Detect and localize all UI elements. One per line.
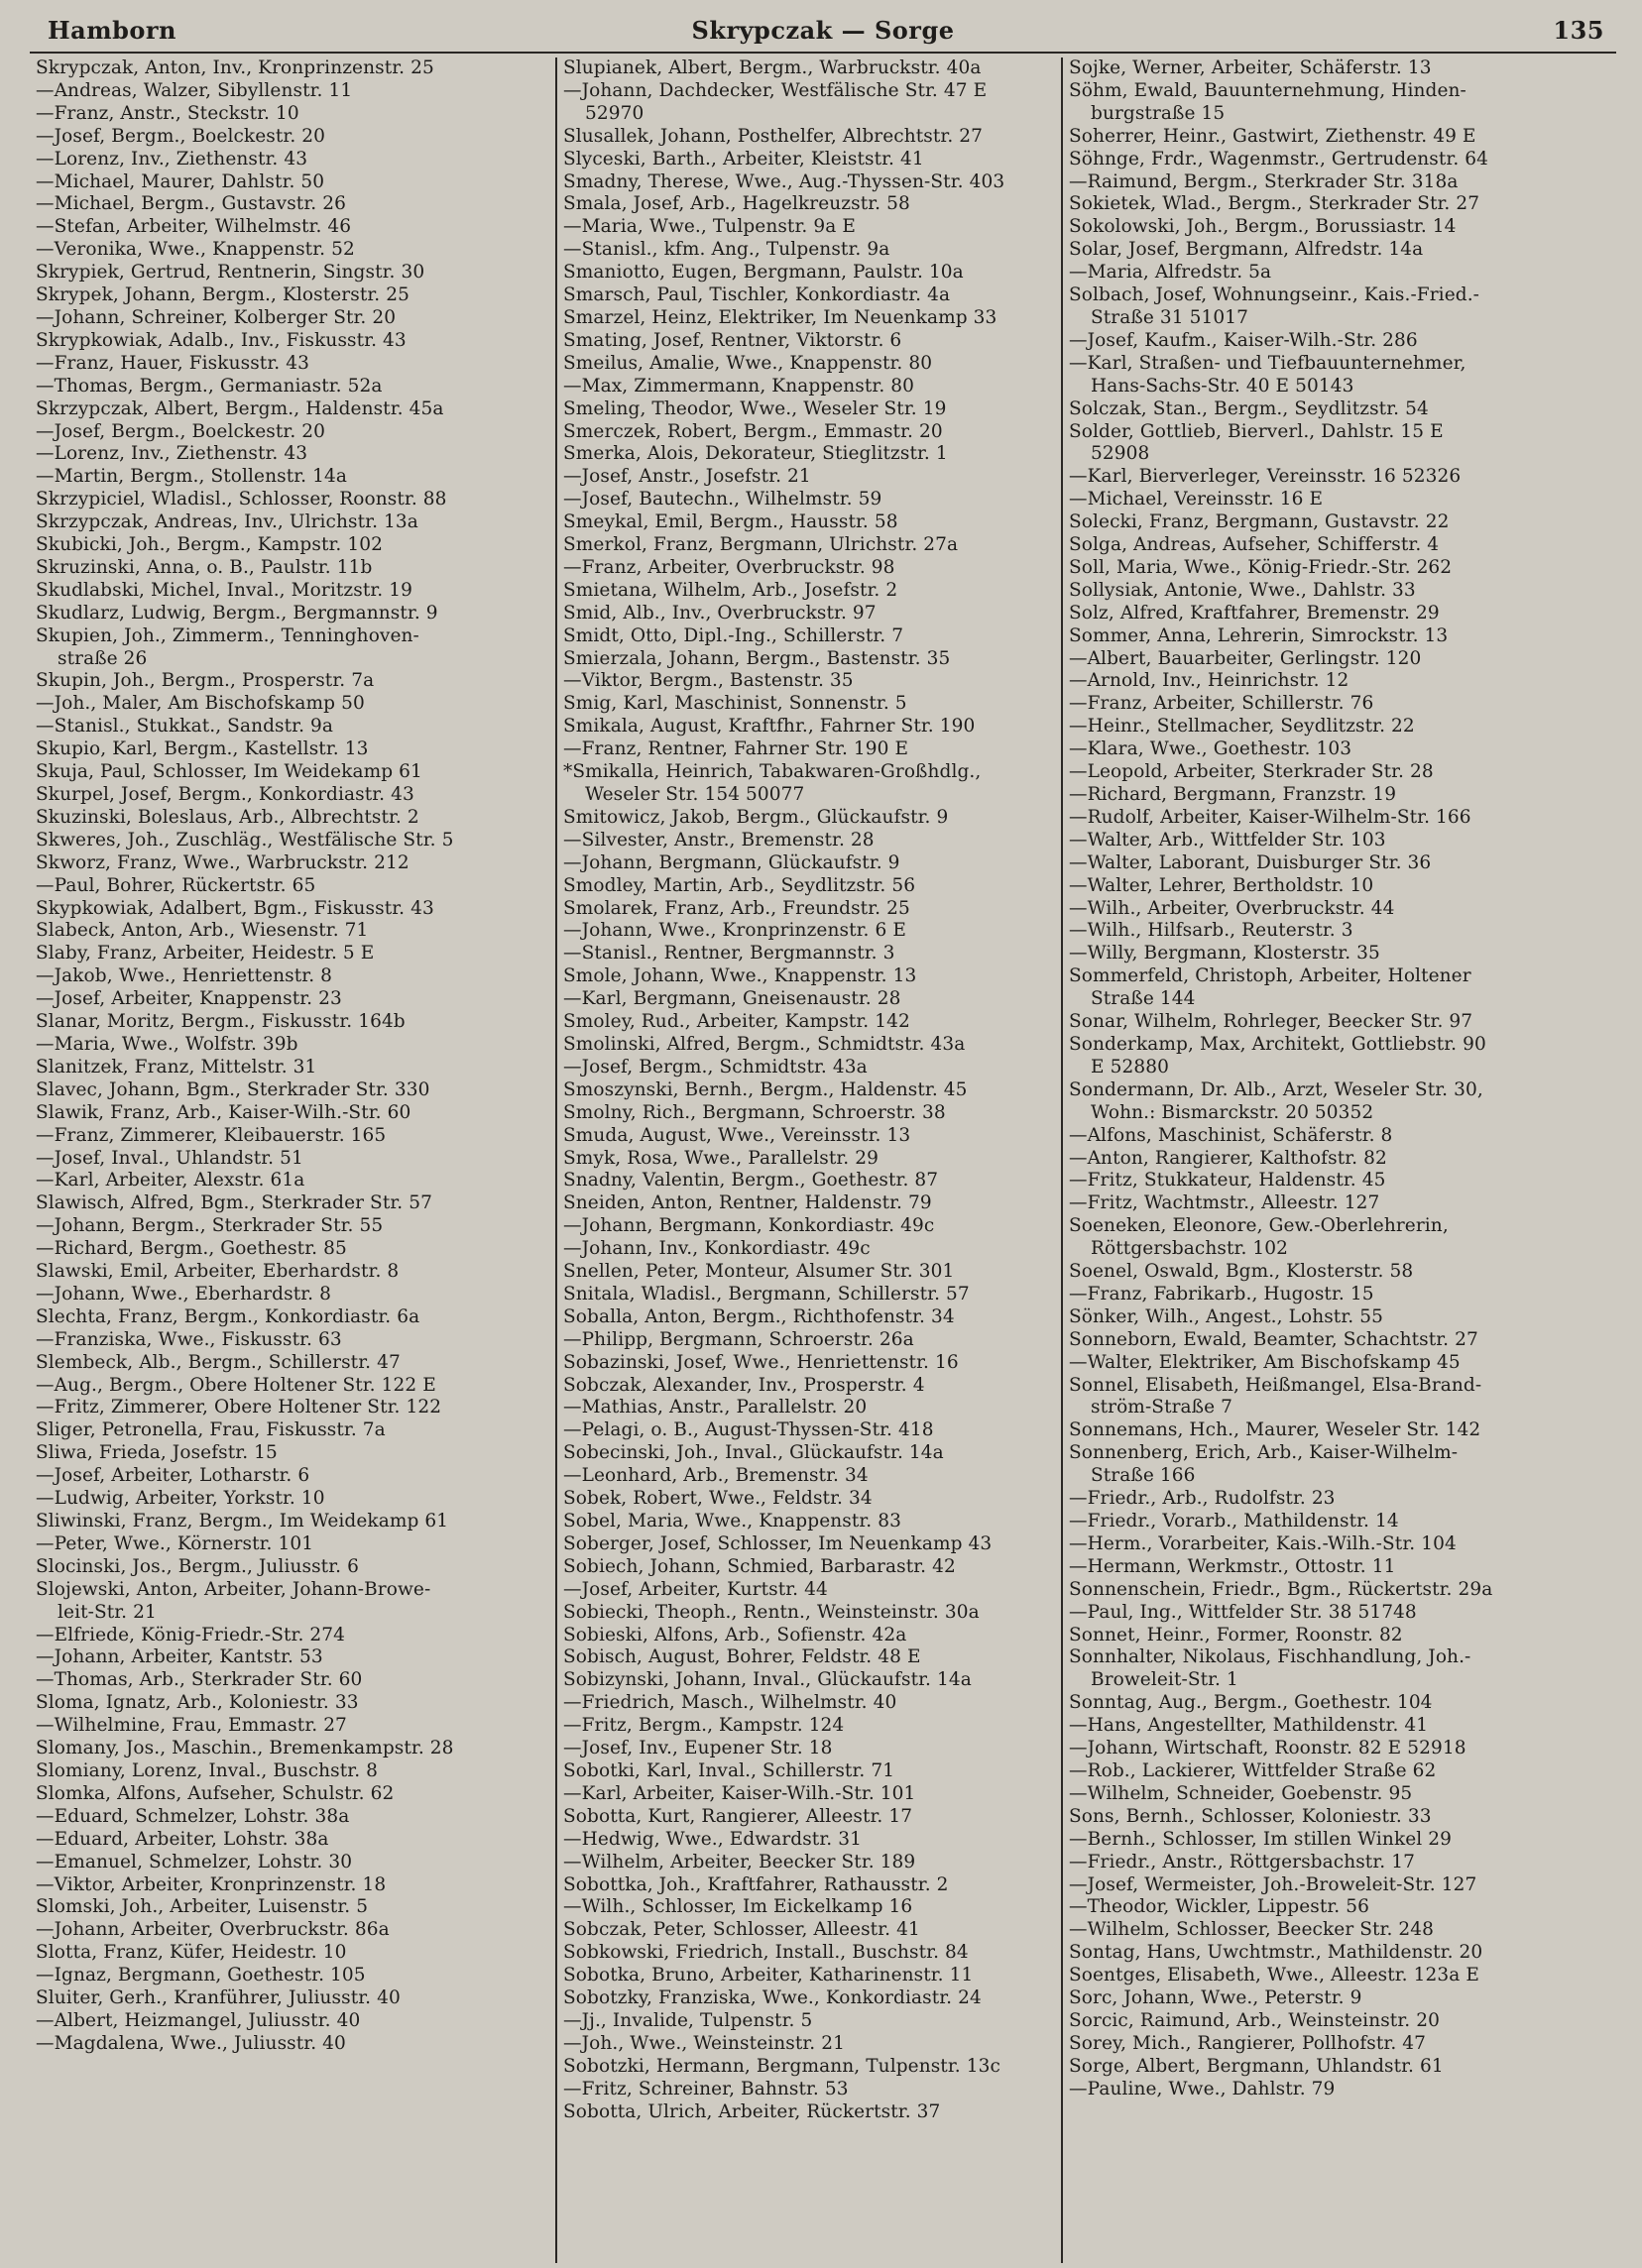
directory-entry: —Josef, Bautechn., Wilhelmstr. 59 bbox=[563, 489, 882, 510]
directory-entry: Skurpel, Josef, Bergm., Konkordiastr. 43 bbox=[36, 784, 414, 805]
directory-entry: —Johann, Wirtschaft, Roonstr. 82 E 52918 bbox=[1069, 1738, 1466, 1759]
directory-entry: —Karl, Straßen- und Tiefbauunternehmer, bbox=[1069, 352, 1466, 374]
directory-entry: Solecki, Franz, Bergmann, Gustavstr. 22 bbox=[1069, 511, 1450, 533]
directory-entry: —Wilhelm, Arbeiter, Beecker Str. 189 bbox=[563, 1851, 916, 1872]
directory-entry: Söhm, Ewald, Bauunternehmung, Hinden- bbox=[1069, 79, 1466, 101]
directory-entry: Smeling, Theodor, Wwe., Weseler Str. 19 bbox=[563, 397, 947, 419]
directory-entry: Smolinski, Alfred, Bergm., Schmidtstr. 43a bbox=[563, 1033, 966, 1055]
directory-entry: —Franz, Fabrikarb., Hugostr. 15 bbox=[1069, 1283, 1374, 1304]
directory-entry: Sontag, Hans, Uwchtmstr., Mathildenstr. 20 bbox=[1069, 1942, 1483, 1964]
directory-entry: —Josef, Bergm., Boelckestr. 20 bbox=[36, 420, 326, 442]
directory-entry: —Joh., Maler, Am Bischofskamp 50 bbox=[36, 693, 365, 715]
directory-entry: Sonnenschein, Friedr., Bgm., Rückertstr. 29a bbox=[1069, 1578, 1493, 1600]
directory-entry: —Josef, Bergm., Boelckestr. 20 bbox=[36, 125, 326, 147]
directory-entry: Skweres, Joh., Zuschläg., Westfälische Str. 5 bbox=[36, 829, 454, 850]
directory-entry: —Josef, Wermeister, Joh.-Broweleit-Str. 127 bbox=[1069, 1873, 1477, 1895]
directory-entry: Sluiter, Gerh., Kranführer, Juliusstr. 40 bbox=[36, 1987, 401, 2009]
directory-entry: Straße 166 bbox=[1091, 1465, 1196, 1487]
directory-entry: Sommerfeld, Christoph, Arbeiter, Holtener bbox=[1069, 965, 1471, 987]
directory-entry: Sneiden, Anton, Rentner, Haldenstr. 79 bbox=[563, 1192, 932, 1214]
directory-entry: Smierzala, Johann, Bergm., Bastenstr. 35 bbox=[563, 647, 951, 669]
directory-entry: Sojke, Werner, Arbeiter, Schäferstr. 13 bbox=[1069, 57, 1432, 78]
directory-entry: Slomiany, Lorenz, Inval., Buschstr. 8 bbox=[36, 1759, 379, 1781]
directory-entry: —Franziska, Wwe., Fiskusstr. 63 bbox=[36, 1328, 342, 1350]
directory-entry: —Rob., Lackierer, Wittfelder Straße 62 bbox=[1069, 1759, 1437, 1781]
directory-entry: —Fritz, Bergm., Kampstr. 124 bbox=[563, 1715, 845, 1737]
directory-entry: Sliwa, Frieda, Josefstr. 15 bbox=[36, 1442, 278, 1464]
directory-entry: Smerka, Alois, Dekorateur, Stieglitzstr. 1 bbox=[563, 443, 948, 465]
directory-entry: Sobotzki, Hermann, Bergmann, Tulpenstr. 13c bbox=[563, 2055, 1000, 2077]
directory-entry: Soeneken, Eleonore, Gew.-Oberlehrerin, bbox=[1069, 1215, 1449, 1237]
directory-entry: —Thomas, Arb., Sterkrader Str. 60 bbox=[36, 1669, 363, 1691]
directory-entry: Sobotka, Bruno, Arbeiter, Katharinenstr. 11 bbox=[563, 1965, 974, 1986]
directory-entry: Smarsch, Paul, Tischler, Konkordiastr. 4a bbox=[563, 284, 951, 306]
directory-entry: Sobkowski, Friedrich, Install., Buschstr. 84 bbox=[563, 1942, 969, 1964]
directory-entry: —Leonhard, Arb., Bremenstr. 34 bbox=[563, 1465, 869, 1487]
directory-entry: Smig, Karl, Maschinist, Sonnenstr. 5 bbox=[563, 693, 907, 715]
directory-entry: —Michael, Bergm., Gustavstr. 26 bbox=[36, 193, 346, 215]
directory-entry: —Hermann, Werkmstr., Ottostr. 11 bbox=[1069, 1555, 1396, 1577]
directory-entry: Sobotzky, Franziska, Wwe., Konkordiastr. 24 bbox=[563, 1987, 982, 2009]
directory-entry: Straße 144 bbox=[1091, 988, 1196, 1010]
directory-entry: Skrypkowiak, Adalb., Inv., Fiskusstr. 43 bbox=[36, 329, 407, 351]
directory-entry: —Eduard, Arbeiter, Lohstr. 38a bbox=[36, 1828, 329, 1850]
directory-entry: 52908 bbox=[1091, 443, 1150, 465]
directory-entry: Sobieski, Alfons, Arb., Sofienstr. 42a bbox=[563, 1624, 907, 1645]
directory-entry: —Johann, Wwe., Eberhardstr. 8 bbox=[36, 1283, 331, 1304]
directory-entry: Slawski, Emil, Arbeiter, Eberhardstr. 8 bbox=[36, 1261, 400, 1283]
directory-entry: —Johann, Bergmann, Glückaufstr. 9 bbox=[563, 851, 900, 873]
directory-entry: —Franz, Anstr., Steckstr. 10 bbox=[36, 102, 299, 124]
directory-entry: Slembeck, Alb., Bergm., Schillerstr. 47 bbox=[36, 1351, 401, 1373]
directory-entry: Skupin, Joh., Bergm., Prosperstr. 7a bbox=[36, 670, 375, 692]
directory-entry: —Emanuel, Schmelzer, Lohstr. 30 bbox=[36, 1851, 353, 1872]
directory-entry: —Friedr., Anstr., Röttgersbachstr. 17 bbox=[1069, 1851, 1415, 1872]
directory-entry: —Johann, Bergm., Sterkrader Str. 55 bbox=[36, 1215, 384, 1237]
directory-entry: —Raimund, Bergm., Sterkrader Str. 318a bbox=[1069, 170, 1459, 192]
directory-entry: —Josef, Inval., Uhlandstr. 51 bbox=[36, 1147, 303, 1169]
directory-entry: —Stanisl., Rentner, Bergmannstr. 3 bbox=[563, 943, 895, 964]
directory-entry: Snellen, Peter, Monteur, Alsumer Str. 301 bbox=[563, 1261, 955, 1283]
directory-entry: —Josef, Kaufm., Kaiser-Wilh.-Str. 286 bbox=[1069, 329, 1418, 351]
directory-entry: Slawik, Franz, Arb., Kaiser-Wilh.-Str. 60 bbox=[36, 1101, 411, 1123]
directory-entry: —Eduard, Schmelzer, Lohstr. 38a bbox=[36, 1805, 350, 1827]
directory-entry: Smyk, Rosa, Wwe., Parallelstr. 29 bbox=[563, 1147, 879, 1169]
directory-entry: Slechta, Franz, Bergm., Konkordiastr. 6a bbox=[36, 1305, 420, 1327]
directory-entry: Smolny, Rich., Bergmann, Schroerstr. 38 bbox=[563, 1101, 946, 1123]
directory-entry: Weseler Str. 154 50077 bbox=[585, 784, 805, 805]
directory-entry: —Johann, Arbeiter, Kantstr. 53 bbox=[36, 1646, 323, 1668]
directory-entry: Sobizynski, Johann, Inval., Glückaufstr. 14a bbox=[563, 1669, 972, 1691]
directory-entry: Sommer, Anna, Lehrerin, Simrockstr. 13 bbox=[1069, 624, 1449, 646]
directory-entry: Sonderkamp, Max, Architekt, Gottliebstr. 90 bbox=[1069, 1033, 1486, 1055]
directory-entry: Smala, Josef, Arb., Hagelkreuzstr. 58 bbox=[563, 193, 910, 215]
directory-entry: Slomski, Joh., Arbeiter, Luisenstr. 5 bbox=[36, 1896, 369, 1918]
header-district: Hamborn bbox=[48, 16, 177, 45]
directory-entry: Sobiecki, Theoph., Rentn., Weinsteinstr. 30a bbox=[563, 1601, 980, 1623]
directory-entry: —Karl, Bierverleger, Vereinsstr. 16 52326 bbox=[1069, 466, 1462, 488]
page-header bbox=[30, 6, 1616, 54]
directory-entry: Sobotta, Ulrich, Arbeiter, Rückertstr. 37 bbox=[563, 2100, 941, 2122]
directory-entry: Smitowicz, Jakob, Bergm., Glückaufstr. 9 bbox=[563, 806, 949, 828]
directory-entry: Skuzinski, Boleslaus, Arb., Albrechtstr. 2 bbox=[36, 806, 419, 828]
directory-entry: —Walter, Elektriker, Am Bischofskamp 45 bbox=[1069, 1351, 1461, 1373]
directory-entry: —Paul, Ing., Wittfelder Str. 38 51748 bbox=[1069, 1601, 1417, 1623]
directory-entry: —Franz, Arbeiter, Schillerstr. 76 bbox=[1069, 693, 1374, 715]
directory-entry: Sliger, Petronella, Frau, Fiskusstr. 7a bbox=[36, 1419, 386, 1441]
directory-entry: Slanar, Moritz, Bergm., Fiskusstr. 164b bbox=[36, 1011, 406, 1033]
directory-entry: —Anton, Rangierer, Kalthofstr. 82 bbox=[1069, 1147, 1387, 1169]
directory-entry: —Stanisl., Stukkat., Sandstr. 9a bbox=[36, 716, 334, 737]
directory-entry: —Walter, Arb., Wittfelder Str. 103 bbox=[1069, 829, 1386, 850]
directory-entry: Sobek, Robert, Wwe., Feldstr. 34 bbox=[563, 1488, 873, 1510]
directory-entry: Slavec, Johann, Bgm., Sterkrader Str. 330 bbox=[36, 1078, 430, 1100]
directory-entry: —Fritz, Wachtmstr., Alleestr. 127 bbox=[1069, 1192, 1380, 1214]
directory-entry: Sonnemans, Hch., Maurer, Weseler Str. 142 bbox=[1069, 1419, 1481, 1441]
column-3 bbox=[1061, 57, 1624, 2263]
directory-entry: Sobczak, Peter, Schlosser, Alleestr. 41 bbox=[563, 1919, 920, 1941]
directory-entry: —Karl, Arbeiter, Kaiser-Wilh.-Str. 101 bbox=[563, 1782, 916, 1804]
directory-entry: Solar, Josef, Bergmann, Alfredstr. 14a bbox=[1069, 239, 1424, 261]
directory-entry: —Josef, Inv., Eupener Str. 18 bbox=[563, 1738, 833, 1759]
directory-entry: —Viktor, Arbeiter, Kronprinzenstr. 18 bbox=[36, 1873, 387, 1895]
directory-entry: Skrzypczak, Andreas, Inv., Ulrichstr. 13a bbox=[36, 511, 418, 533]
directory-entry: Smodley, Martin, Arb., Seydlitzstr. 56 bbox=[563, 874, 916, 896]
directory-entry: —Wilh., Arbeiter, Overbruckstr. 44 bbox=[1069, 897, 1395, 919]
directory-entry: Smaniotto, Eugen, Bergmann, Paulstr. 10a bbox=[563, 262, 964, 284]
directory-entry: —Jj., Invalide, Tulpenstr. 5 bbox=[563, 2009, 813, 2031]
directory-entry: —Hedwig, Wwe., Edwardstr. 31 bbox=[563, 1828, 862, 1850]
directory-entry: Smolarek, Franz, Arb., Freundstr. 25 bbox=[563, 897, 910, 919]
directory-entry: Solz, Alfred, Kraftfahrer, Bremenstr. 29 bbox=[1069, 602, 1440, 624]
directory-entry: —Philipp, Bergmann, Schroerstr. 26a bbox=[563, 1328, 914, 1350]
directory-entry: Slotta, Franz, Küfer, Heidestr. 10 bbox=[36, 1942, 347, 1964]
directory-entry: Solczak, Stan., Bergm., Seydlitzstr. 54 bbox=[1069, 397, 1429, 419]
directory-entry: Smoszynski, Bernh., Bergm., Haldenstr. 45 bbox=[563, 1078, 968, 1100]
directory-entry: —Johann, Arbeiter, Overbruckstr. 86a bbox=[36, 1919, 390, 1941]
directory-entry: —Maria, Alfredstr. 5a bbox=[1069, 262, 1272, 284]
directory-entry: Slocinski, Jos., Bergm., Juliusstr. 6 bbox=[36, 1555, 359, 1577]
directory-entry: —Pelagi, o. B., August-Thyssen-Str. 418 bbox=[563, 1419, 934, 1441]
directory-entry: Snitala, Wladisl., Bergmann, Schillerstr. 57 bbox=[563, 1283, 970, 1304]
directory-entry: —Wilh., Schlosser, Im Eickelkamp 16 bbox=[563, 1896, 913, 1918]
directory-entry: Smerkol, Franz, Bergmann, Ulrichstr. 27a bbox=[563, 534, 959, 556]
directory-entry: Sonnhalter, Nikolaus, Fischhandlung, Joh.- bbox=[1069, 1646, 1471, 1668]
directory-entry: —Johann, Schreiner, Kolberger Str. 20 bbox=[36, 306, 397, 328]
directory-entry: Skrypiek, Gertrud, Rentnerin, Singstr. 30 bbox=[36, 262, 425, 284]
directory-entry: Skubicki, Joh., Bergm., Kampstr. 102 bbox=[36, 534, 383, 556]
directory-entry: Sobotta, Kurt, Rangierer, Alleestr. 17 bbox=[563, 1805, 913, 1827]
directory-entry: Smoley, Rud., Arbeiter, Kampstr. 142 bbox=[563, 1011, 910, 1033]
directory-entry: Sobecinski, Joh., Inval., Glückaufstr. 14a bbox=[563, 1442, 944, 1464]
directory-entry: —Hans, Angestellter, Mathildenstr. 41 bbox=[1069, 1715, 1429, 1737]
directory-entry: —Herm., Vorarbeiter, Kais.-Wilh.-Str. 104 bbox=[1069, 1532, 1457, 1554]
directory-entry: Sobotki, Karl, Inval., Schillerstr. 71 bbox=[563, 1759, 895, 1781]
directory-entry: —Silvester, Anstr., Bremenstr. 28 bbox=[563, 829, 875, 850]
directory-entry: —Josef, Anstr., Josefstr. 21 bbox=[563, 466, 811, 488]
directory-entry: —Mathias, Anstr., Parallelstr. 20 bbox=[563, 1397, 868, 1418]
directory-entry: Slabeck, Anton, Arb., Wiesenstr. 71 bbox=[36, 920, 369, 942]
directory-entry: Soballa, Anton, Bergm., Richthofenstr. 34 bbox=[563, 1305, 955, 1327]
directory-entry: Hans-Sachs-Str. 40 E 50143 bbox=[1091, 375, 1354, 397]
directory-entry: —Arnold, Inv., Heinrichstr. 12 bbox=[1069, 670, 1349, 692]
directory-entry: —Alfons, Maschinist, Schäferstr. 8 bbox=[1069, 1124, 1393, 1146]
directory-entry: —Walter, Laborant, Duisburger Str. 36 bbox=[1069, 851, 1432, 873]
directory-entry: Sorc, Johann, Wwe., Peterstr. 9 bbox=[1069, 1987, 1362, 2009]
directory-entry: —Andreas, Walzer, Sibyllenstr. 11 bbox=[36, 79, 353, 101]
directory-entry: —Magdalena, Wwe., Juliusstr. 40 bbox=[36, 2032, 346, 2054]
directory-entry: Smadny, Therese, Wwe., Aug.-Thyssen-Str. 403 bbox=[563, 170, 1005, 192]
directory-entry: Sobiech, Johann, Schmied, Barbarastr. 42 bbox=[563, 1555, 956, 1577]
header-name-range: Skrypczak — Sorge bbox=[691, 16, 955, 45]
directory-entry: —Paul, Bohrer, Rückertstr. 65 bbox=[36, 874, 316, 896]
directory-entry: Skypkowiak, Adalbert, Bgm., Fiskusstr. 43 bbox=[36, 897, 434, 919]
directory-entry: Slanitzek, Franz, Mittelstr. 31 bbox=[36, 1056, 317, 1077]
directory-entry: —Theodor, Wickler, Lippestr. 56 bbox=[1069, 1896, 1369, 1918]
directory-entry: Sobel, Maria, Wwe., Knappenstr. 83 bbox=[563, 1511, 901, 1531]
directory-entry: —Maria, Wwe., Tulpenstr. 9a E bbox=[563, 216, 856, 238]
directory-entry: Röttgersbachstr. 102 bbox=[1091, 1238, 1289, 1260]
directory-entry: Sorey, Mich., Rangierer, Pollhofstr. 47 bbox=[1069, 2032, 1427, 2054]
directory-entry: Sonntag, Aug., Bergm., Goethestr. 104 bbox=[1069, 1692, 1433, 1714]
directory-entry: —Viktor, Bergm., Bastenstr. 35 bbox=[563, 670, 854, 692]
directory-entry: —Jakob, Wwe., Henriettenstr. 8 bbox=[36, 965, 333, 987]
directory-entry: Skrypczak, Anton, Inv., Kronprinzenstr. 25 bbox=[36, 57, 434, 78]
directory-entry: straße 26 bbox=[58, 647, 148, 669]
directory-entry: —Friedrich, Masch., Wilhelmstr. 40 bbox=[563, 1692, 897, 1714]
directory-entry: Smietana, Wilhelm, Arb., Josefstr. 2 bbox=[563, 579, 898, 601]
directory-entry: Sonnet, Heinr., Former, Roonstr. 82 bbox=[1069, 1624, 1403, 1645]
directory-entry: Skrzypczak, Albert, Bergm., Haldenstr. 45a bbox=[36, 397, 444, 419]
directory-entry: —Friedr., Vorarb., Mathildenstr. 14 bbox=[1069, 1511, 1399, 1531]
directory-entry: —Willy, Bergmann, Klosterstr. 35 bbox=[1069, 943, 1380, 964]
directory-entry: Smidt, Otto, Dipl.-Ing., Schillerstr. 7 bbox=[563, 624, 904, 646]
directory-entry: —Josef, Bergm., Schmidtstr. 43a bbox=[563, 1056, 868, 1077]
directory-entry: Sorcic, Raimund, Arb., Weinsteinstr. 20 bbox=[1069, 2009, 1440, 2031]
directory-entry: —Richard, Bergmann, Franzstr. 19 bbox=[1069, 784, 1397, 805]
directory-entry: Broweleit-Str. 1 bbox=[1091, 1669, 1238, 1691]
directory-entry: Straße 31 51017 bbox=[1091, 306, 1248, 328]
directory-entry: burgstraße 15 bbox=[1091, 102, 1226, 124]
directory-entry: —Wilhelm, Schneider, Goebenstr. 95 bbox=[1069, 1782, 1413, 1804]
directory-entry: Solder, Gottlieb, Bierverl., Dahlstr. 15 E bbox=[1069, 420, 1444, 442]
directory-entry: Skupien, Joh., Zimmerm., Tenninghoven- bbox=[36, 624, 419, 646]
directory-entry: Skuja, Paul, Schlosser, Im Weidekamp 61 bbox=[36, 761, 422, 783]
directory-entry: Skrypek, Johann, Bergm., Klosterstr. 25 bbox=[36, 284, 410, 306]
directory-entry: —Peter, Wwe., Körnerstr. 101 bbox=[36, 1532, 314, 1554]
directory-entry: Sorge, Albert, Bergmann, Uhlandstr. 61 bbox=[1069, 2055, 1444, 2077]
directory-entry: —Aug., Bergm., Obere Holtener Str. 122 E bbox=[36, 1374, 436, 1396]
directory-entry: Skudlarz, Ludwig, Bergm., Bergmannstr. 9 bbox=[36, 602, 438, 624]
directory-entry: Skudlabski, Michel, Inval., Moritzstr. 19 bbox=[36, 579, 412, 601]
directory-entry: Smikala, August, Kraftfhr., Fahrner Str. 190 bbox=[563, 716, 976, 737]
directory-entry: —Lorenz, Inv., Ziethenstr. 43 bbox=[36, 443, 308, 465]
directory-entry: Soherrer, Heinr., Gastwirt, Ziethenstr. 49 E bbox=[1069, 125, 1476, 147]
directory-entry: Wohn.: Bismarckstr. 20 50352 bbox=[1091, 1101, 1374, 1123]
directory-entry: Sobczak, Alexander, Inv., Prosperstr. 4 bbox=[563, 1374, 925, 1396]
directory-entry: —Michael, Maurer, Dahlstr. 50 bbox=[36, 170, 325, 192]
directory-entry: —Pauline, Wwe., Dahlstr. 79 bbox=[1069, 2078, 1336, 2099]
directory-entry: Slomka, Alfons, Aufseher, Schulstr. 62 bbox=[36, 1782, 395, 1804]
directory-entry: Sons, Bernh., Schlosser, Koloniestr. 33 bbox=[1069, 1805, 1432, 1827]
directory-entry: Sliwinski, Franz, Bergm., Im Weidekamp 61 bbox=[36, 1511, 449, 1531]
directory-entry: —Josef, Arbeiter, Kurtstr. 44 bbox=[563, 1578, 828, 1600]
directory-entry: —Lorenz, Inv., Ziethenstr. 43 bbox=[36, 148, 308, 170]
directory-entry: —Johann, Dachdecker, Westfälische Str. 47 E bbox=[563, 79, 988, 101]
directory-entry: —Thomas, Bergm., Germaniastr. 52a bbox=[36, 375, 383, 397]
directory-entry: Sondermann, Dr. Alb., Arzt, Weseler Str. 30, bbox=[1069, 1078, 1483, 1100]
directory-entry: —Richard, Bergm., Goethestr. 85 bbox=[36, 1238, 347, 1260]
directory-entry: Solga, Andreas, Aufseher, Schifferstr. 4 bbox=[1069, 534, 1440, 556]
directory-entry: Snadny, Valentin, Bergm., Goethestr. 87 bbox=[563, 1170, 939, 1191]
directory-entry: Sollysiak, Antonie, Wwe., Dahlstr. 33 bbox=[1069, 579, 1416, 601]
directory-entry: ström-Straße 7 bbox=[1091, 1397, 1233, 1418]
directory-entry: Smating, Josef, Rentner, Viktorstr. 6 bbox=[563, 329, 902, 351]
directory-entry: Slojewski, Anton, Arbeiter, Johann-Browe- bbox=[36, 1578, 431, 1600]
directory-entry: —Wilhelm, Schlosser, Beecker Str. 248 bbox=[1069, 1919, 1435, 1941]
directory-entry: Smole, Johann, Wwe., Knappenstr. 13 bbox=[563, 965, 917, 987]
directory-entry: —Ignaz, Bergmann, Goethestr. 105 bbox=[36, 1965, 366, 1986]
directory-entry: Soenel, Oswald, Bgm., Klosterstr. 58 bbox=[1069, 1261, 1414, 1283]
directory-entry: —Johann, Inv., Konkordiastr. 49c bbox=[563, 1238, 871, 1260]
directory-entry: Sonneborn, Ewald, Beamter, Schachtstr. 27 bbox=[1069, 1328, 1478, 1350]
directory-entry: Sobottka, Joh., Kraftfahrer, Rathausstr. 2 bbox=[563, 1873, 949, 1895]
directory-entry: Sönker, Wilh., Angest., Lohstr. 55 bbox=[1069, 1305, 1383, 1327]
directory-entry: —Franz, Hauer, Fiskusstr. 43 bbox=[36, 352, 309, 374]
directory-entry: Smeilus, Amalie, Wwe., Knappenstr. 80 bbox=[563, 352, 933, 374]
directory-entry: —Fritz, Schreiner, Bahnstr. 53 bbox=[563, 2078, 849, 2099]
directory-entry: —Joh., Wwe., Weinsteinstr. 21 bbox=[563, 2032, 845, 2054]
directory-entry: Söhnge, Frdr., Wagenmstr., Gertrudenstr. 64 bbox=[1069, 148, 1489, 170]
directory-entry: —Wilhelmine, Frau, Emmastr. 27 bbox=[36, 1715, 347, 1737]
directory-entry: —Fritz, Stukkateur, Haldenstr. 45 bbox=[1069, 1170, 1386, 1191]
directory-entry: Skworz, Franz, Wwe., Warbruckstr. 212 bbox=[36, 851, 410, 873]
directory-entry: Sokolowski, Joh., Bergm., Borussiastr. 14 bbox=[1069, 216, 1457, 238]
directory-entry: —Klara, Wwe., Goethestr. 103 bbox=[1069, 738, 1352, 760]
directory-entry: Slusallek, Johann, Posthelfer, Albrechtstr. 27 bbox=[563, 125, 984, 147]
directory-entry: —Ludwig, Arbeiter, Yorkstr. 10 bbox=[36, 1488, 325, 1510]
directory-entry: —Rudolf, Arbeiter, Kaiser-Wilhelm-Str. 166 bbox=[1069, 806, 1471, 828]
directory-entry: Smuda, August, Wwe., Vereinsstr. 13 bbox=[563, 1124, 911, 1146]
directory-entry: Sobisch, August, Bohrer, Feldstr. 48 E bbox=[563, 1646, 921, 1668]
directory-entry: Slyceski, Barth., Arbeiter, Kleiststr. 41 bbox=[563, 148, 924, 170]
directory-entry: —Maria, Wwe., Wolfstr. 39b bbox=[36, 1033, 298, 1055]
directory-entry: Soentges, Elisabeth, Wwe., Alleestr. 123a E bbox=[1069, 1965, 1479, 1986]
directory-entry: Skupio, Karl, Bergm., Kastellstr. 13 bbox=[36, 738, 369, 760]
directory-entry: —Wilh., Hilfsarb., Reuterstr. 3 bbox=[1069, 920, 1353, 942]
directory-entry: —Max, Zimmermann, Knappenstr. 80 bbox=[563, 375, 915, 397]
directory-entry: —Stanisl., kfm. Ang., Tulpenstr. 9a bbox=[563, 239, 890, 261]
directory-entry: —Franz, Arbeiter, Overbruckstr. 98 bbox=[563, 556, 895, 578]
directory-entry: Sokietek, Wlad., Bergm., Sterkrader Str. 27 bbox=[1069, 193, 1480, 215]
directory-entry: *Smikalla, Heinrich, Tabakwaren-Großhdlg., bbox=[563, 761, 982, 783]
directory-entry: Smerczek, Robert, Bergm., Emmastr. 20 bbox=[563, 420, 943, 442]
directory-entry: —Franz, Rentner, Fahrner Str. 190 E bbox=[563, 738, 909, 760]
directory-entry: Skrzypiciel, Wladisl., Schlosser, Roonstr. 88 bbox=[36, 489, 447, 510]
directory-entry: E 52880 bbox=[1091, 1056, 1169, 1077]
directory-entry: Slaby, Franz, Arbeiter, Heidestr. 5 E bbox=[36, 943, 375, 964]
directory-entry: Smid, Alb., Inv., Overbruckstr. 97 bbox=[563, 602, 877, 624]
directory-entry: —Albert, Heizmangel, Juliusstr. 40 bbox=[36, 2009, 361, 2031]
directory-entry: Sonnenberg, Erich, Arb., Kaiser-Wilhelm- bbox=[1069, 1442, 1459, 1464]
directory-entry: —Stefan, Arbeiter, Wilhelmstr. 46 bbox=[36, 216, 352, 238]
page-number: 135 bbox=[1553, 16, 1604, 45]
directory-entry: —Josef, Arbeiter, Lotharstr. 6 bbox=[36, 1465, 310, 1487]
column-1 bbox=[36, 57, 553, 2263]
directory-entry: Smeykal, Emil, Bergm., Hausstr. 58 bbox=[563, 511, 898, 533]
directory-entry: Smarzel, Heinz, Elektriker, Im Neuenkamp 33 bbox=[563, 306, 997, 328]
directory-entry: Slawisch, Alfred, Bgm., Sterkrader Str. 57 bbox=[36, 1192, 432, 1214]
directory-entry: Sonnel, Elisabeth, Heißmangel, Elsa-Brand- bbox=[1069, 1374, 1482, 1396]
directory-entry: —Walter, Lehrer, Bertholdstr. 10 bbox=[1069, 874, 1374, 896]
directory-entry: —Franz, Zimmerer, Kleibauerstr. 165 bbox=[36, 1124, 387, 1146]
directory-entry: —Martin, Bergm., Stollenstr. 14a bbox=[36, 466, 347, 488]
directory-entry: —Heinr., Stellmacher, Seydlitzstr. 22 bbox=[1069, 716, 1415, 737]
directory-entry: Skruzinski, Anna, o. B., Paulstr. 11b bbox=[36, 556, 373, 578]
directory-entry: —Friedr., Arb., Rudolfstr. 23 bbox=[1069, 1488, 1336, 1510]
directory-entry: —Karl, Bergmann, Gneisenaustr. 28 bbox=[563, 988, 901, 1010]
directory-entry: Solbach, Josef, Wohnungseinr., Kais.-Fried.- bbox=[1069, 284, 1480, 306]
directory-entry: —Johann, Wwe., Kronprinzenstr. 6 E bbox=[563, 920, 906, 942]
directory-entry: —Bernh., Schlosser, Im stillen Winkel 29 bbox=[1069, 1828, 1453, 1850]
directory-entry: Sloma, Ignatz, Arb., Koloniestr. 33 bbox=[36, 1692, 359, 1714]
directory-entry: —Josef, Arbeiter, Knappenstr. 23 bbox=[36, 988, 342, 1010]
directory-entry: —Karl, Arbeiter, Alexstr. 61a bbox=[36, 1170, 305, 1191]
directory-entry: —Elfriede, König-Friedr.-Str. 274 bbox=[36, 1624, 346, 1645]
directory-entry: —Michael, Vereinsstr. 16 E bbox=[1069, 489, 1324, 510]
directory-entry: —Veronika, Wwe., Knappenstr. 52 bbox=[36, 239, 355, 261]
directory-entry: Soll, Maria, Wwe., König-Friedr.-Str. 262 bbox=[1069, 556, 1453, 578]
directory-entry: —Albert, Bauarbeiter, Gerlingstr. 120 bbox=[1069, 647, 1422, 669]
directory-entry: Slomany, Jos., Maschin., Bremenkampstr. 28 bbox=[36, 1738, 454, 1759]
directory-entry: —Fritz, Zimmerer, Obere Holtener Str. 122 bbox=[36, 1397, 442, 1418]
directory-entry: —Johann, Bergmann, Konkordiastr. 49c bbox=[563, 1215, 935, 1237]
directory-entry: Sobazinski, Josef, Wwe., Henriettenstr. 16 bbox=[563, 1351, 959, 1373]
directory-entry: 52970 bbox=[585, 102, 645, 124]
directory-entry: Slupianek, Albert, Bergm., Warbruckstr. 40a bbox=[563, 57, 982, 78]
directory-entry: leit-Str. 21 bbox=[58, 1601, 157, 1623]
directory-entry: Soberger, Josef, Schlosser, Im Neuenkamp 43 bbox=[563, 1532, 993, 1554]
column-2 bbox=[555, 57, 1081, 2263]
directory-entry: Sonar, Wilhelm, Rohrleger, Beecker Str. 97 bbox=[1069, 1011, 1473, 1033]
directory-entry: —Leopold, Arbeiter, Sterkrader Str. 28 bbox=[1069, 761, 1434, 783]
